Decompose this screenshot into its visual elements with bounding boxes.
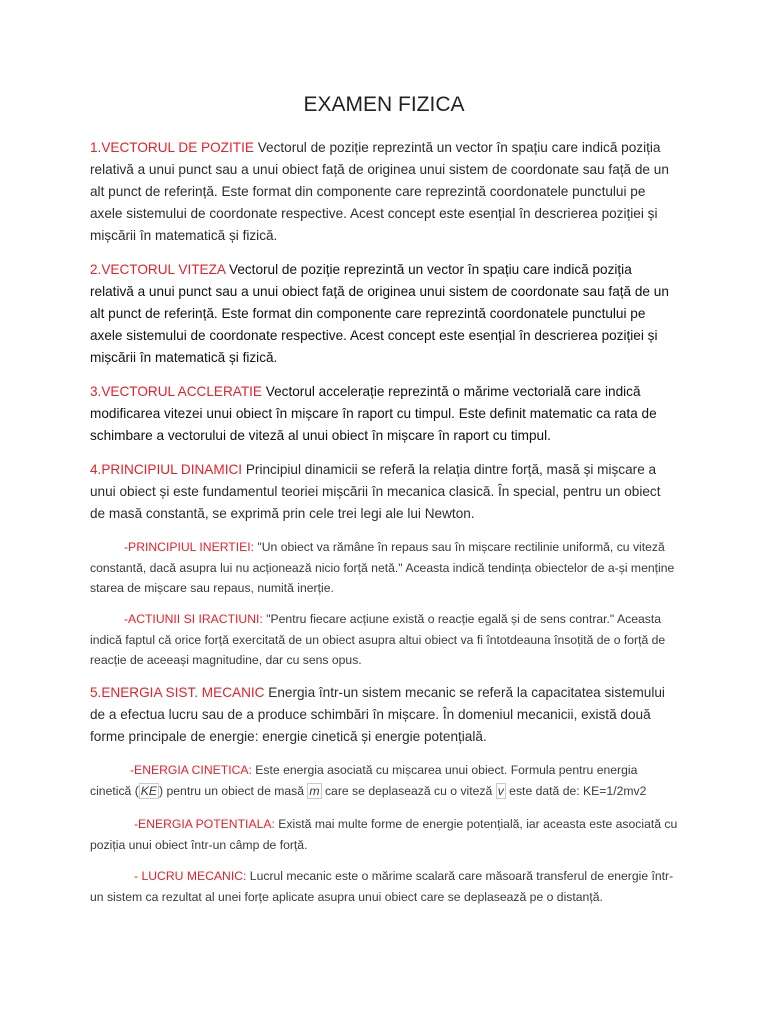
mass-symbol: m <box>309 783 320 798</box>
subsection-actiunii-reactiuni <box>90 609 678 671</box>
section-text: Vectorul de poziție reprezintă un vector în spațiu care indică poziția relativă a unui punct sau a unui obiect față de originea unui sistem de coordonate sau față de un alt punct de referință. Este format din componente care reprezintă coordonatele punctului pe axele sistemului de coordonate respective. Acest concept este esențial în descrierea poziției și mișcării în matematică și fizică. <box>90 262 669 365</box>
subsection-heading: -PRINCIPIUL INERTIEI: <box>124 540 255 554</box>
subsection-energia-potentiala <box>90 814 678 855</box>
subsection-text: Lucrul mecanic este o mărime scalară care măsoară transferul de energie într-un sistem ca rezultat al unei forțe aplicate asupra unui obiect care se deplasează pe o distanță. <box>90 869 674 904</box>
section-text: Vectorul accelerație reprezintă o mărime vectorială care indică modificarea vitezei unui obiect în mișcare în raport cu timpul. Este definit matematic ca rata de schimbare a vectorului de viteză al unui obiect în mișcare în raport cu timpul. <box>90 384 657 443</box>
ke-symbol: KE <box>140 783 158 798</box>
page-title: EXAMEN FIZICA <box>303 93 465 116</box>
subsection-heading: -ACTIUNII SI IRACTIUNI: <box>124 612 263 626</box>
subsection-text: Există mai multe forme de energie potențială, iar aceasta este asociată cu poziția unui obiect într-un câmp de forță. <box>90 817 678 852</box>
section-vector-viteza <box>90 259 678 369</box>
subsection-text: ) pentru un obiect de masă <box>159 783 308 798</box>
subsection-text: este dată de: KE=1/2mv2 <box>505 783 647 798</box>
section-energia-sistem-mecanic <box>90 682 678 748</box>
section-vector-acceleratie <box>90 381 678 447</box>
subsection-text: care se deplasează cu o viteză <box>321 783 496 798</box>
section-heading: 5.ENERGIA SIST. MECANIC <box>90 685 265 700</box>
section-heading: 4.PRINCIPIUL DINAMICI <box>90 462 243 477</box>
subsection-energia-cinetica <box>90 760 678 801</box>
section-heading: 1.VECTORUL DE POZITIE <box>90 140 254 155</box>
section-vector-pozitie <box>90 137 678 247</box>
section-principiul-dinamicii <box>90 459 678 525</box>
subsection-lucru-mecanic <box>90 866 678 907</box>
subsection-heading: -ENERGIA POTENTIALA: <box>134 817 275 831</box>
velocity-symbol: v <box>497 783 504 798</box>
subsection-principiul-inertiei <box>90 537 678 599</box>
section-heading: 2.VECTORUL VITEZA <box>90 262 226 277</box>
subsection-text: Este energia asociată cu mișcarea unui obiect. Formula pentru energia cinetică ( <box>90 763 638 798</box>
section-text: Vectorul de poziție reprezintă un vector în spațiu care indică poziția relativă a unui punct sau a unui obiect față de originea unui sistem de coordonate sau față de un alt punct de referință. Este format din componente care reprezintă coordonatele punctului pe axele sistemului de coordonate respective. Acest concept este esențial în descrierea poziției și mișcării în matematică și fizică. <box>90 140 669 243</box>
subsection-text: "Pentru fiecare acțiune există o reacție egală și de sens contrar." Aceasta indică faptul că orice forță exercitată de un obiect asupra altui obiect va fi întotdeauna însoțită de o forță de reacție de aceeași magnitudine, dar cu sens opus. <box>90 612 666 667</box>
section-text: Energia într-un sistem mecanic se referă la capacitatea sistemului de a efectua lucru sau de a produce schimbări în mișcare. În domeniul mecanicii, există două forme principale de energie: energie cinetică și energie potențială. <box>90 685 665 744</box>
section-text: Principiul dinamicii se referă la relația dintre forță, masă și mișcare a unui obiect și este fundamentul teoriei mișcării în mecanica clasică. În special, pentru un obiect de masă constantă, se exprimă prin cele trei legi ale lui Newton. <box>90 462 661 521</box>
subsection-heading: - LUCRU MECANIC: <box>134 869 247 883</box>
subsection-text: "Un obiect va rămâne în repaus sau în mișcare rectilinie uniformă, cu viteză constantă, dacă asupra lui nu acționează nicio forță netă." Aceasta indică tendința obiectelor de a-și menține starea de mișcare sau repaus, numită inerție. <box>90 540 675 595</box>
section-heading: 3.VECTORUL ACCLERATIE <box>90 384 262 399</box>
subsection-heading: -ENERGIA CINETICA: <box>130 763 252 777</box>
